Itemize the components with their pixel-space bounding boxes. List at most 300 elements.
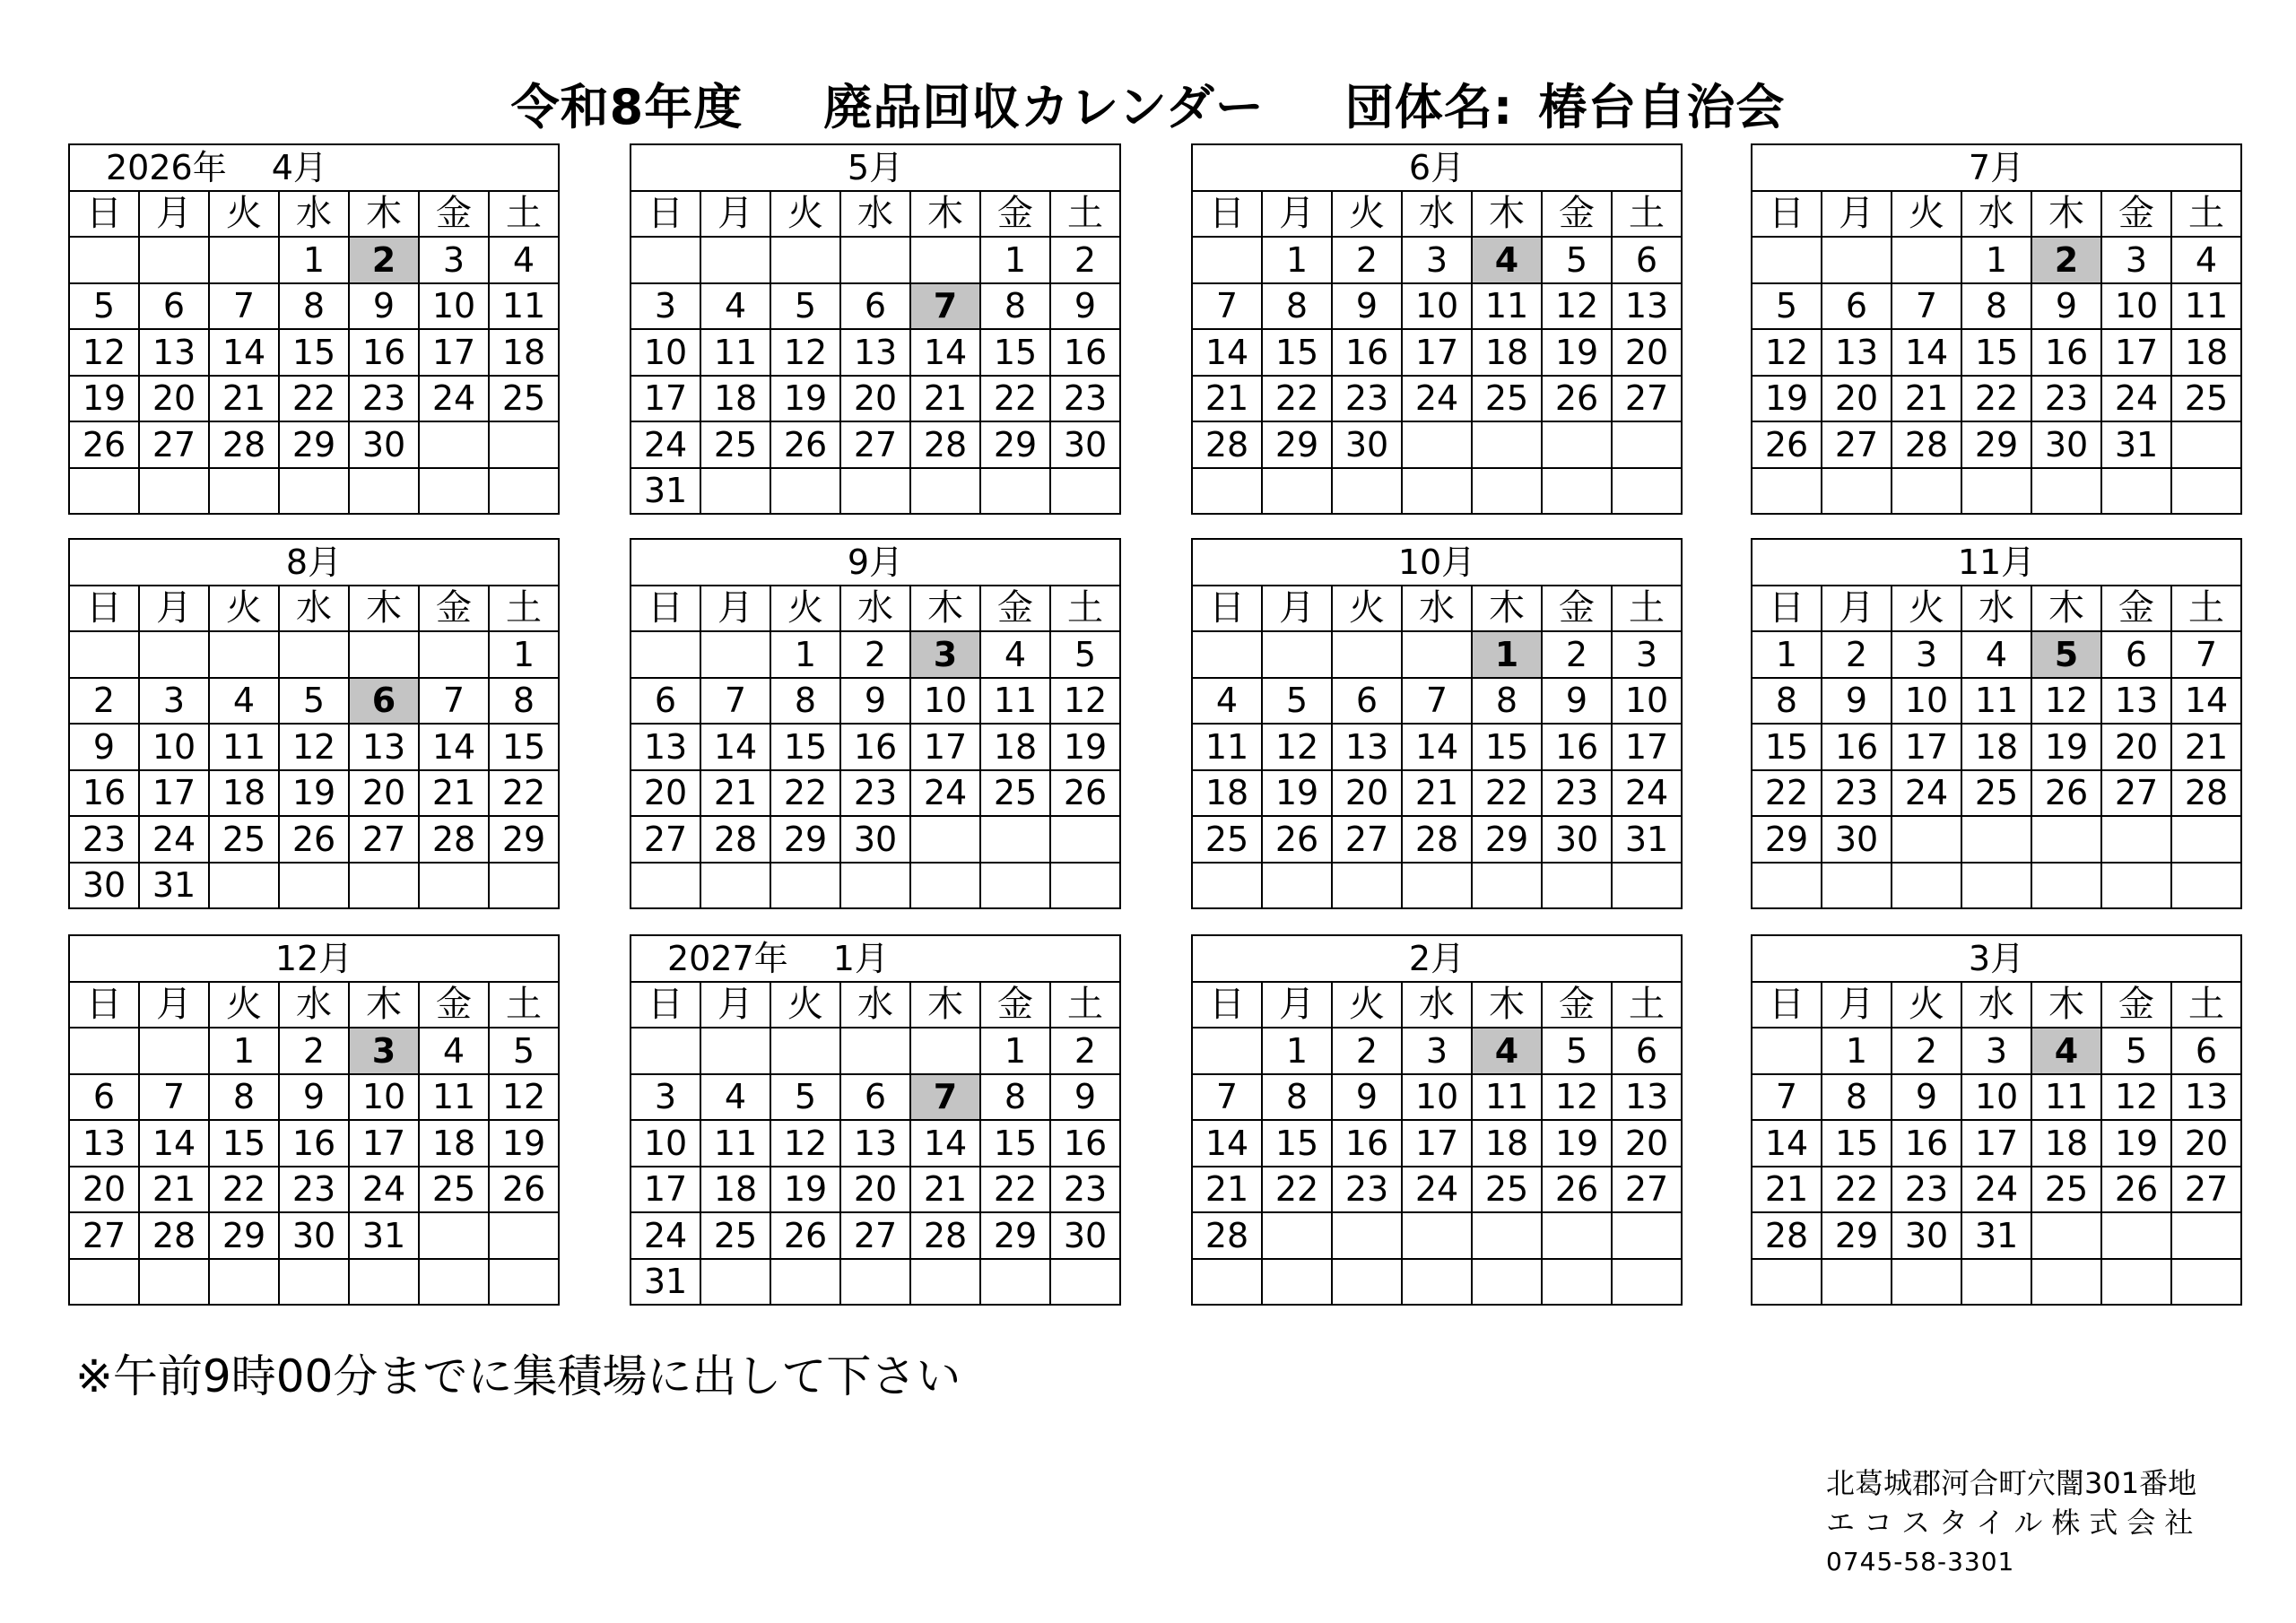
- day-cell: 18: [981, 725, 1051, 771]
- day-cell: 29: [280, 422, 350, 469]
- empty-cell: [1752, 1260, 1822, 1306]
- month-calendar: [1191, 934, 1683, 1306]
- weekday-header: 土: [1051, 586, 1121, 633]
- day-cell: 24: [1962, 1167, 2032, 1214]
- day-cell: 26: [771, 422, 841, 469]
- day-cell: 23: [1051, 377, 1121, 423]
- weekday-header: 金: [981, 586, 1051, 633]
- empty-cell: [140, 1260, 210, 1306]
- day-cell: 30: [1822, 817, 1892, 864]
- month-label: 11月: [1957, 542, 2036, 582]
- collection-day-cell: 7: [911, 1075, 981, 1122]
- day-cell: 6: [1613, 238, 1683, 284]
- day-cell: 26: [2102, 1167, 2172, 1214]
- day-cell: 7: [1892, 284, 1962, 331]
- day-cell: 25: [1473, 1167, 1543, 1214]
- month-calendar: [68, 143, 560, 515]
- day-cell: 2: [280, 1028, 350, 1075]
- empty-cell: [1892, 817, 1962, 864]
- day-cell: 30: [1051, 1213, 1121, 1260]
- weekday-header: 金: [1543, 192, 1613, 239]
- weekday-header: 火: [1333, 983, 1403, 1029]
- empty-cell: [70, 632, 140, 679]
- day-cell: 11: [1962, 679, 2032, 725]
- organization-name: 椿台自治会: [1538, 78, 1786, 135]
- day-cell: 29: [1263, 422, 1333, 469]
- weekday-header: 月: [1263, 983, 1333, 1029]
- empty-cell: [2172, 469, 2242, 516]
- day-cell: 28: [911, 1213, 981, 1260]
- day-cell: 10: [420, 284, 490, 331]
- day-cell: 23: [350, 377, 420, 423]
- month-header: [1193, 540, 1683, 586]
- day-cell: 12: [1543, 1075, 1613, 1122]
- day-cell: 4: [210, 679, 280, 725]
- empty-cell: [911, 469, 981, 516]
- empty-cell: [280, 1260, 350, 1306]
- weekday-header: 日: [1193, 983, 1263, 1029]
- day-cell: 14: [911, 1121, 981, 1167]
- month-label: 3月: [1968, 938, 2025, 978]
- weekday-header: 金: [1543, 586, 1613, 633]
- weekday-header: 水: [1403, 192, 1473, 239]
- empty-cell: [1822, 469, 1892, 516]
- collection-day-cell: 2: [2032, 238, 2102, 284]
- empty-cell: [981, 469, 1051, 516]
- day-cell: 7: [140, 1075, 210, 1122]
- weekday-header: 月: [701, 192, 771, 239]
- weekday-header: 土: [1613, 586, 1683, 633]
- empty-cell: [1822, 864, 1892, 910]
- empty-cell: [1543, 1260, 1613, 1306]
- day-cell: 10: [350, 1075, 420, 1122]
- day-cell: 19: [280, 771, 350, 818]
- empty-cell: [1473, 1260, 1543, 1306]
- day-cell: 23: [1822, 771, 1892, 818]
- empty-cell: [1822, 1260, 1892, 1306]
- empty-cell: [1962, 1260, 2032, 1306]
- empty-cell: [911, 864, 981, 910]
- day-cell: 28: [2172, 771, 2242, 818]
- day-cell: 21: [911, 377, 981, 423]
- calendar-title: [0, 67, 2296, 139]
- day-cell: 18: [1473, 1121, 1543, 1167]
- empty-cell: [1403, 632, 1473, 679]
- month-header: [1193, 936, 1683, 983]
- day-cell: 15: [210, 1121, 280, 1167]
- day-cell: 22: [280, 377, 350, 423]
- weekday-header: 火: [1892, 983, 1962, 1029]
- day-cell: 13: [1613, 284, 1683, 331]
- day-cell: 15: [490, 725, 560, 771]
- day-cell: 6: [1333, 679, 1403, 725]
- day-cell: 14: [1752, 1121, 1822, 1167]
- day-cell: 21: [210, 377, 280, 423]
- day-cell: 6: [1822, 284, 1892, 331]
- day-cell: 29: [771, 817, 841, 864]
- empty-cell: [771, 864, 841, 910]
- day-cell: 19: [771, 377, 841, 423]
- day-cell: 23: [280, 1167, 350, 1214]
- day-cell: 11: [701, 330, 771, 377]
- day-cell: 29: [1473, 817, 1543, 864]
- day-cell: 30: [841, 817, 911, 864]
- empty-cell: [1263, 1213, 1333, 1260]
- day-cell: 20: [841, 1167, 911, 1214]
- day-cell: 21: [701, 771, 771, 818]
- weekday-header: 水: [280, 983, 350, 1029]
- empty-cell: [631, 632, 701, 679]
- day-cell: 7: [1403, 679, 1473, 725]
- day-cell: 17: [1403, 1121, 1473, 1167]
- day-cell: 5: [1263, 679, 1333, 725]
- month-label: 1月: [832, 938, 889, 978]
- empty-cell: [2102, 817, 2172, 864]
- empty-cell: [1333, 469, 1403, 516]
- day-cell: 20: [2102, 725, 2172, 771]
- weekday-header: 月: [140, 983, 210, 1029]
- day-cell: 15: [771, 725, 841, 771]
- month-header: [1752, 936, 2242, 983]
- empty-cell: [420, 469, 490, 516]
- day-cell: 25: [420, 1167, 490, 1214]
- organization: [1345, 69, 1786, 138]
- day-cell: 11: [1473, 1075, 1543, 1122]
- day-cell: 12: [1051, 679, 1121, 725]
- empty-cell: [2032, 1260, 2102, 1306]
- weekday-header: 木: [350, 983, 420, 1029]
- day-cell: 18: [1962, 725, 2032, 771]
- empty-cell: [490, 1260, 560, 1306]
- day-cell: 22: [1473, 771, 1543, 818]
- day-cell: 13: [841, 330, 911, 377]
- collection-note: ※午前9時00分までに集積場に出して下さい: [75, 1350, 961, 1402]
- day-cell: 31: [631, 1260, 701, 1306]
- day-cell: 4: [490, 238, 560, 284]
- collection-day-cell: 4: [2032, 1028, 2102, 1075]
- weekday-header: 金: [420, 586, 490, 633]
- day-cell: 11: [420, 1075, 490, 1122]
- month-header: [70, 145, 560, 192]
- day-cell: 13: [2172, 1075, 2242, 1122]
- day-cell: 2: [1333, 1028, 1403, 1075]
- day-cell: 11: [1193, 725, 1263, 771]
- day-cell: 9: [2032, 284, 2102, 331]
- weekday-header: 金: [420, 192, 490, 239]
- weekday-header: 土: [1051, 192, 1121, 239]
- empty-cell: [981, 817, 1051, 864]
- day-cell: 16: [350, 330, 420, 377]
- empty-cell: [2102, 864, 2172, 910]
- month-label: 6月: [1408, 147, 1465, 187]
- collection-day-cell: 7: [911, 284, 981, 331]
- day-cell: 26: [1543, 377, 1613, 423]
- day-cell: 21: [1193, 1167, 1263, 1214]
- day-cell: 22: [1263, 1167, 1333, 1214]
- empty-cell: [420, 632, 490, 679]
- empty-cell: [1613, 422, 1683, 469]
- day-cell: 17: [350, 1121, 420, 1167]
- weekday-header: 火: [771, 586, 841, 633]
- day-cell: 27: [70, 1213, 140, 1260]
- day-cell: 28: [140, 1213, 210, 1260]
- empty-cell: [70, 1028, 140, 1075]
- empty-cell: [210, 238, 280, 284]
- day-cell: 10: [1613, 679, 1683, 725]
- day-cell: 11: [981, 679, 1051, 725]
- day-cell: 15: [1473, 725, 1543, 771]
- day-cell: 26: [490, 1167, 560, 1214]
- day-cell: 15: [1962, 330, 2032, 377]
- empty-cell: [2102, 1213, 2172, 1260]
- day-cell: 9: [1051, 1075, 1121, 1122]
- empty-cell: [490, 1213, 560, 1260]
- month-calendar: [630, 934, 1121, 1306]
- calendar-name: 廃品回収カレンダー: [823, 78, 1265, 135]
- month-header: [631, 540, 1121, 586]
- day-cell: 9: [1333, 284, 1403, 331]
- day-cell: 20: [1333, 771, 1403, 818]
- day-cell: 29: [1822, 1213, 1892, 1260]
- day-cell: 6: [70, 1075, 140, 1122]
- empty-cell: [1543, 469, 1613, 516]
- collection-day-cell: 6: [350, 679, 420, 725]
- day-cell: 28: [911, 422, 981, 469]
- day-cell: 12: [1543, 284, 1613, 331]
- year-label: 2026年: [106, 147, 227, 187]
- weekday-header: 日: [631, 586, 701, 633]
- empty-cell: [1752, 469, 1822, 516]
- day-cell: 26: [70, 422, 140, 469]
- empty-cell: [981, 1260, 1051, 1306]
- month-header: [70, 936, 560, 983]
- empty-cell: [1613, 864, 1683, 910]
- day-cell: 16: [1822, 725, 1892, 771]
- day-cell: 9: [280, 1075, 350, 1122]
- empty-cell: [2032, 1213, 2102, 1260]
- weekday-header: 火: [1892, 586, 1962, 633]
- day-cell: 8: [1473, 679, 1543, 725]
- day-cell: 10: [631, 330, 701, 377]
- day-cell: 2: [1892, 1028, 1962, 1075]
- day-cell: 17: [911, 725, 981, 771]
- empty-cell: [1473, 422, 1543, 469]
- day-cell: 25: [210, 817, 280, 864]
- day-cell: 8: [210, 1075, 280, 1122]
- day-cell: 12: [280, 725, 350, 771]
- day-cell: 28: [1892, 422, 1962, 469]
- day-cell: 16: [1543, 725, 1613, 771]
- day-cell: 28: [1403, 817, 1473, 864]
- day-cell: 29: [981, 1213, 1051, 1260]
- empty-cell: [2172, 864, 2242, 910]
- day-cell: 31: [350, 1213, 420, 1260]
- empty-cell: [1543, 864, 1613, 910]
- empty-cell: [841, 864, 911, 910]
- day-cell: 21: [1193, 377, 1263, 423]
- day-cell: 11: [490, 284, 560, 331]
- weekday-header: 金: [2102, 983, 2172, 1029]
- day-cell: 2: [1333, 238, 1403, 284]
- day-cell: 10: [631, 1121, 701, 1167]
- empty-cell: [1613, 1260, 1683, 1306]
- day-cell: 12: [1263, 725, 1333, 771]
- day-cell: 25: [701, 1213, 771, 1260]
- month-header: [1193, 145, 1683, 192]
- day-cell: 22: [210, 1167, 280, 1214]
- weekday-header: 土: [1613, 192, 1683, 239]
- empty-cell: [210, 864, 280, 910]
- day-cell: 29: [1962, 422, 2032, 469]
- day-cell: 31: [1613, 817, 1683, 864]
- day-cell: 20: [1613, 330, 1683, 377]
- day-cell: 25: [701, 422, 771, 469]
- empty-cell: [2172, 422, 2242, 469]
- day-cell: 26: [1263, 817, 1333, 864]
- day-cell: 19: [1752, 377, 1822, 423]
- day-cell: 20: [350, 771, 420, 818]
- day-cell: 17: [631, 1167, 701, 1214]
- empty-cell: [1543, 422, 1613, 469]
- day-cell: 16: [2032, 330, 2102, 377]
- day-cell: 23: [1333, 377, 1403, 423]
- day-cell: 26: [1543, 1167, 1613, 1214]
- day-cell: 7: [1193, 1075, 1263, 1122]
- day-cell: 24: [2102, 377, 2172, 423]
- day-cell: 13: [350, 725, 420, 771]
- day-cell: 15: [981, 330, 1051, 377]
- day-cell: 28: [1193, 422, 1263, 469]
- day-cell: 19: [70, 377, 140, 423]
- month-calendar: [1751, 934, 2242, 1306]
- empty-cell: [1263, 1260, 1333, 1306]
- day-cell: 3: [420, 238, 490, 284]
- empty-cell: [1962, 864, 2032, 910]
- day-cell: 19: [1263, 771, 1333, 818]
- day-cell: 12: [70, 330, 140, 377]
- day-cell: 28: [1752, 1213, 1822, 1260]
- empty-cell: [981, 864, 1051, 910]
- weekday-header: 火: [771, 983, 841, 1029]
- empty-cell: [70, 469, 140, 516]
- weekday-header: 月: [701, 983, 771, 1029]
- collection-day-cell: 5: [2032, 632, 2102, 679]
- empty-cell: [911, 238, 981, 284]
- day-cell: 14: [1193, 1121, 1263, 1167]
- month-calendar: [1191, 143, 1683, 515]
- day-cell: 19: [771, 1167, 841, 1214]
- day-cell: 20: [2172, 1121, 2242, 1167]
- empty-cell: [1892, 864, 1962, 910]
- empty-cell: [1403, 1260, 1473, 1306]
- day-cell: 1: [1263, 1028, 1333, 1075]
- day-cell: 3: [1892, 632, 1962, 679]
- day-cell: 14: [420, 725, 490, 771]
- empty-cell: [1613, 1213, 1683, 1260]
- day-cell: 22: [771, 771, 841, 818]
- day-cell: 27: [350, 817, 420, 864]
- day-cell: 17: [1403, 330, 1473, 377]
- weekday-header: 水: [280, 586, 350, 633]
- day-cell: 18: [701, 1167, 771, 1214]
- day-cell: 12: [490, 1075, 560, 1122]
- empty-cell: [1403, 1213, 1473, 1260]
- empty-cell: [140, 1028, 210, 1075]
- empty-cell: [841, 469, 911, 516]
- day-cell: 5: [1752, 284, 1822, 331]
- weekday-header: 日: [70, 192, 140, 239]
- day-cell: 3: [631, 284, 701, 331]
- empty-cell: [210, 1260, 280, 1306]
- day-cell: 1: [771, 632, 841, 679]
- day-cell: 23: [2032, 377, 2102, 423]
- day-cell: 28: [210, 422, 280, 469]
- weekday-header: 日: [1752, 983, 1822, 1029]
- day-cell: 5: [280, 679, 350, 725]
- day-cell: 18: [2032, 1121, 2102, 1167]
- collection-day-cell: 2: [350, 238, 420, 284]
- fiscal-year: 令和8年度: [510, 78, 744, 135]
- empty-cell: [1051, 864, 1121, 910]
- empty-cell: [420, 864, 490, 910]
- weekday-header: 日: [70, 586, 140, 633]
- day-cell: 13: [1822, 330, 1892, 377]
- day-cell: 20: [70, 1167, 140, 1214]
- day-cell: 12: [2102, 1075, 2172, 1122]
- weekday-header: 金: [2102, 192, 2172, 239]
- day-cell: 10: [1962, 1075, 2032, 1122]
- weekday-header: 月: [1822, 983, 1892, 1029]
- day-cell: 8: [981, 1075, 1051, 1122]
- day-cell: 24: [140, 817, 210, 864]
- empty-cell: [490, 864, 560, 910]
- day-cell: 20: [1822, 377, 1892, 423]
- empty-cell: [420, 422, 490, 469]
- weekday-header: 水: [1403, 983, 1473, 1029]
- day-cell: 21: [1892, 377, 1962, 423]
- weekday-header: 木: [911, 586, 981, 633]
- day-cell: 4: [2172, 238, 2242, 284]
- weekday-header: 木: [2032, 192, 2102, 239]
- day-cell: 21: [911, 1167, 981, 1214]
- weekday-header: 木: [1473, 983, 1543, 1029]
- day-cell: 8: [1752, 679, 1822, 725]
- day-cell: 25: [1473, 377, 1543, 423]
- day-cell: 4: [701, 284, 771, 331]
- day-cell: 30: [1892, 1213, 1962, 1260]
- empty-cell: [771, 238, 841, 284]
- day-cell: 3: [140, 679, 210, 725]
- collection-day-cell: 4: [1473, 1028, 1543, 1075]
- day-cell: 7: [701, 679, 771, 725]
- day-cell: 1: [981, 1028, 1051, 1075]
- day-cell: 14: [210, 330, 280, 377]
- empty-cell: [1613, 469, 1683, 516]
- empty-cell: [911, 1260, 981, 1306]
- day-cell: 1: [210, 1028, 280, 1075]
- weekday-header: 木: [350, 192, 420, 239]
- day-cell: 6: [841, 1075, 911, 1122]
- empty-cell: [1403, 422, 1473, 469]
- weekday-header: 木: [2032, 983, 2102, 1029]
- empty-cell: [701, 1028, 771, 1075]
- day-cell: 20: [1613, 1121, 1683, 1167]
- day-cell: 16: [1333, 1121, 1403, 1167]
- day-cell: 2: [1543, 632, 1613, 679]
- day-cell: 29: [1752, 817, 1822, 864]
- month-label: 7月: [1968, 147, 2025, 187]
- day-cell: 13: [70, 1121, 140, 1167]
